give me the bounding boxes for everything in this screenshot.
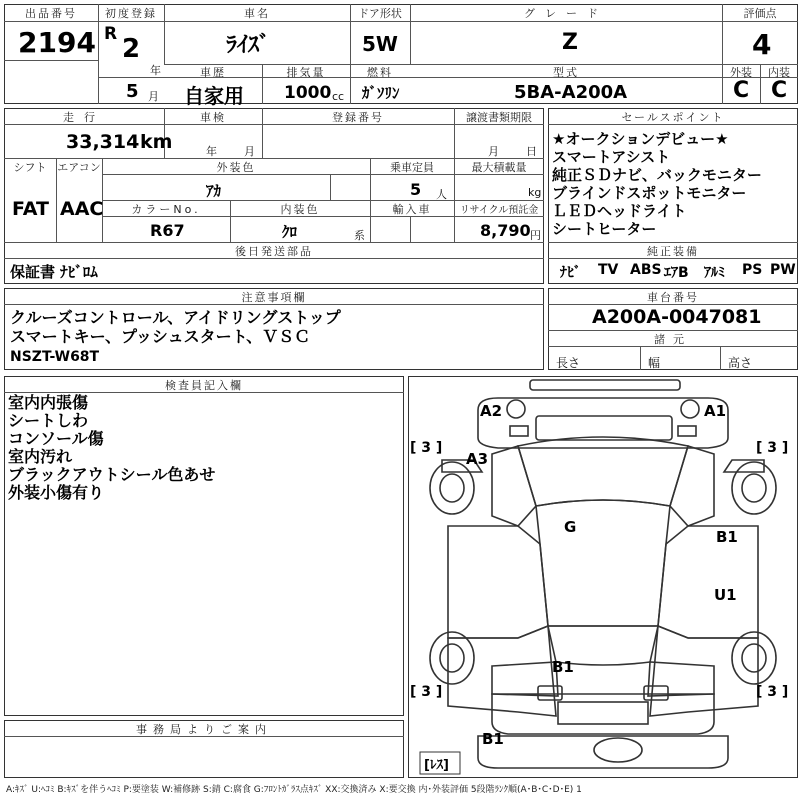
damage-mark-a2: A2 bbox=[480, 402, 503, 420]
registration-year: 2 bbox=[122, 34, 141, 64]
chassis-number-label: 車台番号 bbox=[647, 291, 699, 304]
inspector-label: 検査員記入欄 bbox=[165, 379, 243, 392]
damage-mark-b1-bumper: B1 bbox=[482, 730, 504, 748]
lot-number: 2194 bbox=[18, 26, 96, 59]
interior-color: ｸﾛ bbox=[282, 223, 298, 241]
later-parts: 保証書 ﾅﾋﾞﾛﾑ bbox=[10, 263, 98, 281]
exterior-color: ｱｶ bbox=[206, 182, 222, 200]
interior-grade: C bbox=[771, 78, 788, 103]
air-conditioner: AAC bbox=[60, 198, 104, 220]
exterior-label: 外装 bbox=[730, 66, 752, 79]
inspector-line: 外装小傷有り bbox=[8, 483, 105, 502]
damage-mark-a1: A1 bbox=[704, 402, 727, 420]
tire-tread-right-rear: [ 3 ] bbox=[756, 684, 789, 700]
grade-label: グレード bbox=[524, 7, 608, 20]
tire-tread-right-front: [ 3 ] bbox=[756, 440, 789, 456]
score-label: 評価点 bbox=[743, 7, 777, 20]
color-number-label: カラーNo. bbox=[131, 203, 201, 216]
history: 自家用 bbox=[184, 84, 244, 108]
model: 5BA-A200A bbox=[514, 82, 628, 103]
sales-point-item: ブラインドスポットモニター bbox=[552, 184, 747, 202]
damage-mark-b1-right-front-door: B1 bbox=[716, 528, 738, 546]
door-type-label: ドア形状 bbox=[358, 7, 402, 20]
transfer-day-unit: 日 bbox=[526, 145, 537, 158]
shift: FAT bbox=[12, 198, 49, 220]
recycle-fee-unit: 円 bbox=[530, 229, 541, 242]
inspector-line: コンソール傷 bbox=[8, 429, 104, 448]
caution-line: NSZT-W68T bbox=[10, 349, 100, 365]
interior-label: 内装 bbox=[768, 66, 790, 79]
inspector-line: ブラックアウトシール色あせ bbox=[8, 465, 216, 484]
sales-point-item: スマートアシスト bbox=[552, 148, 671, 166]
ac-label: エアコン bbox=[57, 161, 101, 174]
model-label: 型式 bbox=[553, 66, 579, 79]
first-registration-label: 初度登録 bbox=[105, 7, 157, 20]
year-unit: 年 bbox=[150, 64, 161, 77]
interior-color-label: 内装色 bbox=[280, 203, 320, 216]
era: R bbox=[104, 24, 118, 44]
transfer-deadline-label: 譲渡書類期限 bbox=[466, 111, 532, 124]
mileage-label: 走行 bbox=[63, 111, 105, 124]
equipment-item: ｴｱB bbox=[664, 265, 689, 281]
chassis-number: A200A-0047081 bbox=[592, 306, 762, 328]
tire-tread-left-rear: [ 3 ] bbox=[410, 684, 443, 700]
damage-mark-b1-rear: B1 bbox=[552, 658, 574, 676]
interior-color-unit: 系 bbox=[354, 229, 365, 242]
import-label: 輸入車 bbox=[392, 203, 432, 216]
inspector-line: シートしわ bbox=[8, 411, 89, 430]
equipment-item: ABS bbox=[630, 262, 662, 278]
shift-label: シフト bbox=[13, 161, 47, 174]
inspection-year-unit: 年 bbox=[206, 145, 217, 158]
specs-label: 諸元 bbox=[654, 333, 692, 346]
later-parts-label: 後日発送部品 bbox=[235, 245, 313, 258]
legend: A:ｷｽﾞ U:ﾍｺﾐ B:ｷｽﾞを伴うﾍｺﾐ P:要塗装 W:補修跡 S:錆 C:腐食 G:ﾌﾛﾝﾄｶﾞﾗｽ点ｷｽﾞ XX:交換済み X:要交換 内･外装評価 5段階ﾗﾝｸ順(A･B･C･D･E) 1 bbox=[6, 785, 582, 795]
month-unit: 月 bbox=[148, 90, 159, 103]
door-type: 5W bbox=[362, 32, 398, 56]
inspector-line: 室内内張傷 bbox=[8, 393, 89, 412]
tire-tread-left-front: [ 3 ] bbox=[410, 440, 443, 456]
registration-month: 5 bbox=[126, 81, 139, 102]
sales-point-item: 純正ＳＤナビ、バックモニター bbox=[552, 166, 762, 184]
sales-point-item: ＬＥＤヘッドライト bbox=[552, 202, 687, 220]
car-name: ﾗｲｽﾞ bbox=[226, 33, 271, 58]
lot-number-label: 出品番号 bbox=[25, 7, 77, 20]
equipment-item: ﾅﾋﾞ bbox=[560, 265, 581, 281]
mileage: 33,314 bbox=[66, 131, 140, 153]
history-label: 車歴 bbox=[200, 66, 226, 79]
spare-tire-status: [ﾚｽ] bbox=[424, 758, 449, 773]
grade: Z bbox=[562, 30, 578, 55]
exterior-color-label: 外装色 bbox=[216, 161, 256, 174]
width-label: 幅 bbox=[648, 356, 661, 370]
fuel: ｶﾞｿﾘﾝ bbox=[362, 84, 400, 102]
equipment-item: TV bbox=[598, 262, 619, 278]
transfer-month-unit: 月 bbox=[488, 145, 499, 158]
displacement: 1000 bbox=[284, 83, 332, 103]
car-diagram bbox=[408, 376, 798, 778]
caution-label: 注意事項欄 bbox=[241, 291, 307, 304]
inspector-line: 室内汚れ bbox=[8, 447, 73, 466]
max-load-unit: kg bbox=[528, 186, 542, 199]
exterior-grade: C bbox=[733, 78, 750, 103]
damage-mark-a3: A3 bbox=[466, 450, 489, 468]
max-load-label: 最大積載量 bbox=[471, 161, 527, 174]
equipment-item: PW bbox=[770, 262, 796, 278]
caution-line: クルーズコントロール、アイドリングストップ bbox=[10, 308, 341, 327]
registration-number-label: 登録番号 bbox=[332, 111, 384, 124]
mileage-unit: km bbox=[140, 131, 173, 153]
sales-points-label: セールスポイント bbox=[621, 111, 725, 124]
capacity: 5 bbox=[410, 180, 422, 199]
recycle-fee-label: リサイクル預託金 bbox=[459, 205, 539, 216]
displacement-label: 排気量 bbox=[286, 66, 326, 79]
height-label: 高さ bbox=[728, 356, 753, 370]
equipment-item: ｱﾙﾐ bbox=[704, 265, 725, 281]
damage-mark-u1: U1 bbox=[714, 586, 737, 604]
inspection-month-unit: 月 bbox=[244, 145, 255, 158]
damage-mark-g: G bbox=[564, 518, 577, 536]
capacity-label: 乗車定員 bbox=[390, 161, 434, 174]
fuel-label: 燃料 bbox=[367, 66, 393, 79]
caution-line: スマートキー、プッシュスタート、ＶＳＣ bbox=[10, 327, 311, 346]
sales-point-item: ★オークションデビュー★ bbox=[552, 130, 729, 148]
office-notice-label: 事務局よりご案内 bbox=[136, 723, 272, 736]
score: 4 bbox=[752, 28, 772, 61]
capacity-unit: 人 bbox=[436, 188, 447, 201]
equipment-item: PS bbox=[742, 262, 763, 278]
equipment-label: 純正装備 bbox=[647, 245, 699, 258]
displacement-unit: cc bbox=[332, 90, 345, 103]
color-number: R67 bbox=[150, 221, 185, 240]
length-label: 長さ bbox=[556, 356, 581, 370]
recycle-fee: 8,790 bbox=[480, 221, 531, 240]
car-name-label: 車名 bbox=[244, 7, 270, 20]
sales-point-item: シートヒーター bbox=[552, 220, 657, 238]
inspection-label: 車検 bbox=[200, 111, 226, 124]
